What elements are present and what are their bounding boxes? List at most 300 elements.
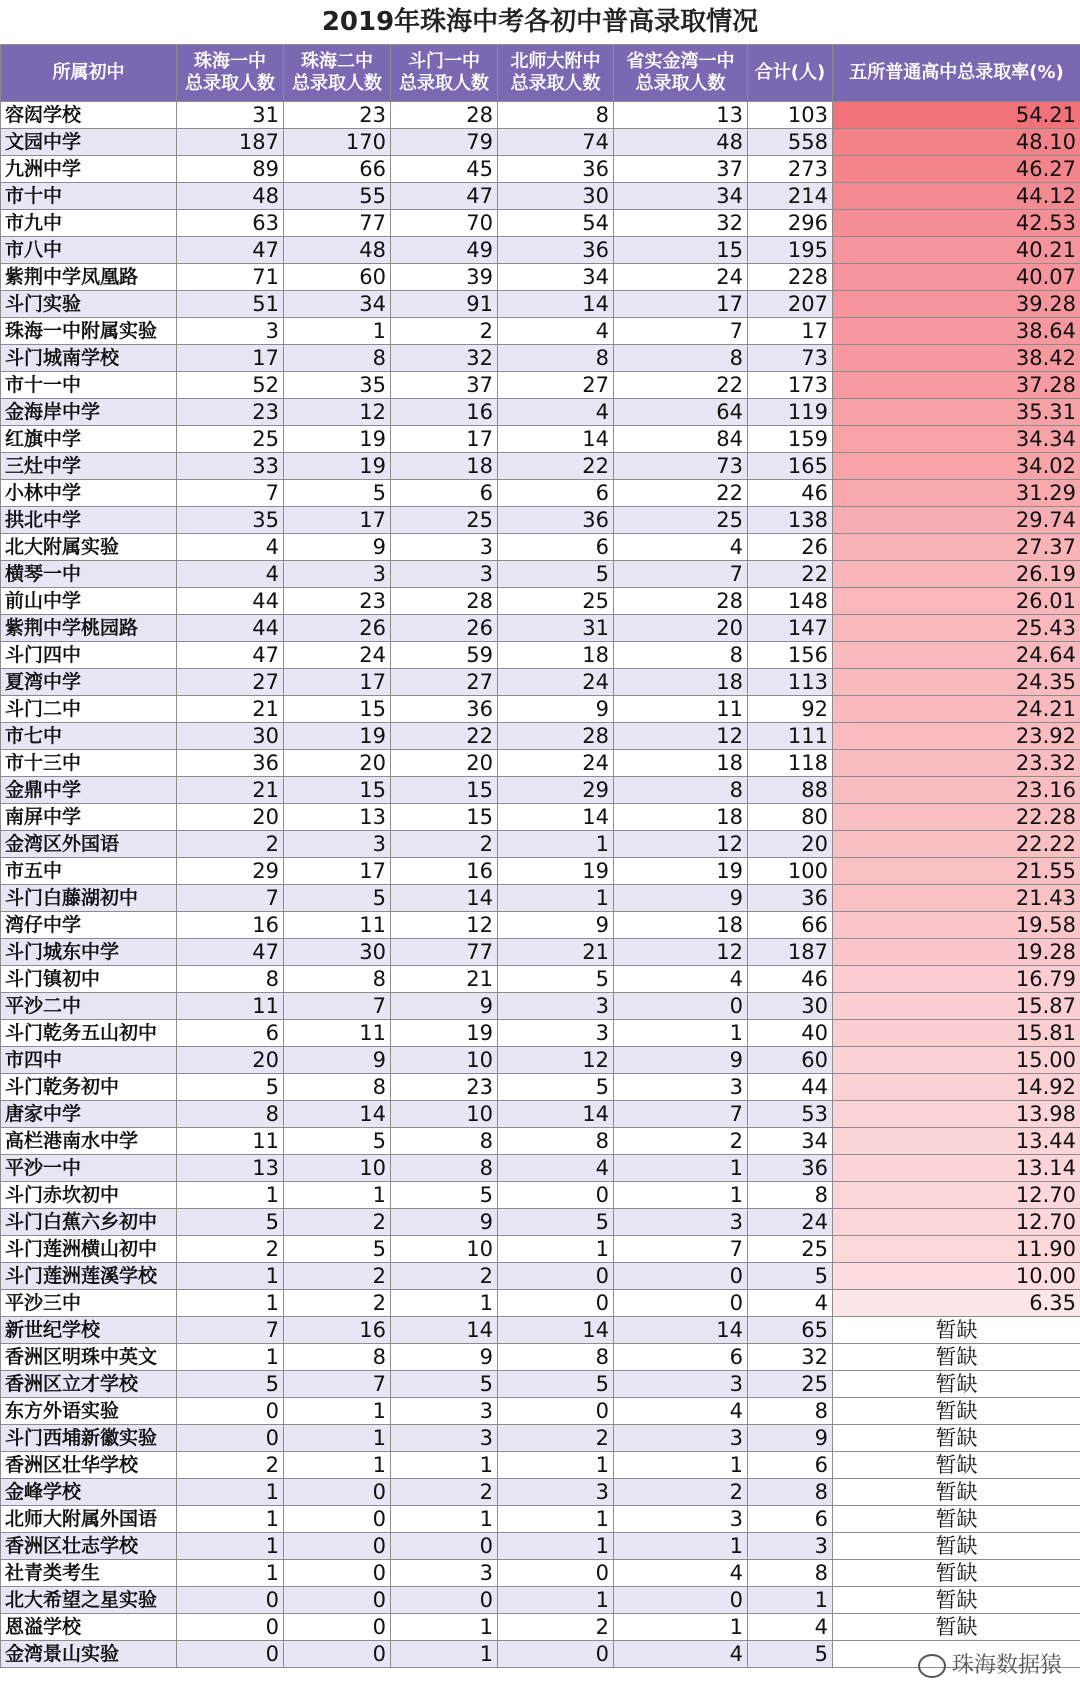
table-row xyxy=(1,1290,1080,1317)
cell-rate: 24.64 xyxy=(833,642,1080,669)
cell-zhuhai-no1: 23 xyxy=(177,399,284,426)
cell-zhuhai-no2: 11 xyxy=(284,912,391,939)
cell-bnu-affiliated: 1 xyxy=(498,1452,614,1479)
cell-rate: 46.27 xyxy=(833,156,1080,183)
cell-bnu-affiliated: 3 xyxy=(498,1479,614,1506)
cell-zhuhai-no1: 4 xyxy=(177,561,284,588)
cell-rate: 10.00 xyxy=(833,1263,1080,1290)
cell-zhuhai-no1: 4 xyxy=(177,534,284,561)
cell-school-name: 金湾区外国语 xyxy=(1,831,177,858)
cell-total: 148 xyxy=(748,588,833,615)
table-row xyxy=(1,966,1080,993)
cell-jinwan-no1: 2 xyxy=(614,1128,748,1155)
cell-school-name: 夏湾中学 xyxy=(1,669,177,696)
cell-jinwan-no1: 1 xyxy=(614,1155,748,1182)
cell-bnu-affiliated: 24 xyxy=(498,669,614,696)
cell-school-name: 东方外语实验 xyxy=(1,1398,177,1425)
cell-zhuhai-no1: 0 xyxy=(177,1641,284,1668)
cell-doumen-no1: 3 xyxy=(391,1425,498,1452)
table-row xyxy=(1,1263,1080,1290)
cell-school-name: 横琴一中 xyxy=(1,561,177,588)
cell-zhuhai-no1: 2 xyxy=(177,1452,284,1479)
cell-doumen-no1: 5 xyxy=(391,1182,498,1209)
table-row xyxy=(1,453,1080,480)
cell-jinwan-no1: 7 xyxy=(614,1101,748,1128)
cell-bnu-affiliated: 14 xyxy=(498,291,614,318)
cell-zhuhai-no1: 17 xyxy=(177,345,284,372)
cell-zhuhai-no1: 25 xyxy=(177,426,284,453)
watermark: 珠海数据猿 xyxy=(918,1648,1062,1679)
cell-bnu-affiliated: 54 xyxy=(498,210,614,237)
cell-school-name: 斗门城东中学 xyxy=(1,939,177,966)
cell-rate: 40.07 xyxy=(833,264,1080,291)
cell-rate: 暂缺 xyxy=(833,1587,1080,1614)
cell-jinwan-no1: 48 xyxy=(614,129,748,156)
cell-jinwan-no1: 8 xyxy=(614,777,748,804)
cell-total: 34 xyxy=(748,1128,833,1155)
cell-school-name: 市八中 xyxy=(1,237,177,264)
cell-school-name: 前山中学 xyxy=(1,588,177,615)
table-row xyxy=(1,1398,1080,1425)
cell-zhuhai-no1: 51 xyxy=(177,291,284,318)
table-row xyxy=(1,831,1080,858)
cell-rate: 48.10 xyxy=(833,129,1080,156)
cell-total: 60 xyxy=(748,1047,833,1074)
cell-jinwan-no1: 12 xyxy=(614,831,748,858)
cell-total: 111 xyxy=(748,723,833,750)
cell-rate: 34.34 xyxy=(833,426,1080,453)
cell-school-name: 金湾景山实验 xyxy=(1,1641,177,1668)
cell-rate: 11.90 xyxy=(833,1236,1080,1263)
cell-zhuhai-no2: 34 xyxy=(284,291,391,318)
cell-school-name: 斗门四中 xyxy=(1,642,177,669)
cell-school-name: 市十一中 xyxy=(1,372,177,399)
cell-doumen-no1: 18 xyxy=(391,453,498,480)
cell-doumen-no1: 19 xyxy=(391,1020,498,1047)
table-row xyxy=(1,1020,1080,1047)
cell-rate: 暂缺 xyxy=(833,1317,1080,1344)
cell-total: 25 xyxy=(748,1236,833,1263)
cell-jinwan-no1: 20 xyxy=(614,615,748,642)
table-row xyxy=(1,507,1080,534)
cell-doumen-no1: 36 xyxy=(391,696,498,723)
cell-total: 100 xyxy=(748,858,833,885)
cell-zhuhai-no1: 1 xyxy=(177,1506,284,1533)
cell-rate: 23.92 xyxy=(833,723,1080,750)
table-row xyxy=(1,1452,1080,1479)
cell-total: 20 xyxy=(748,831,833,858)
cell-bnu-affiliated: 1 xyxy=(498,831,614,858)
cell-jinwan-no1: 15 xyxy=(614,237,748,264)
cell-zhuhai-no2: 14 xyxy=(284,1101,391,1128)
cell-zhuhai-no1: 7 xyxy=(177,885,284,912)
cell-rate: 24.35 xyxy=(833,669,1080,696)
cell-rate: 暂缺 xyxy=(833,1506,1080,1533)
cell-total: 44 xyxy=(748,1074,833,1101)
cell-zhuhai-no1: 11 xyxy=(177,993,284,1020)
cell-total: 26 xyxy=(748,534,833,561)
cell-zhuhai-no1: 0 xyxy=(177,1614,284,1641)
cell-bnu-affiliated: 1 xyxy=(498,1533,614,1560)
cell-zhuhai-no1: 47 xyxy=(177,642,284,669)
cell-school-name: 斗门二中 xyxy=(1,696,177,723)
cell-bnu-affiliated: 30 xyxy=(498,183,614,210)
cell-total: 187 xyxy=(748,939,833,966)
table-row xyxy=(1,399,1080,426)
cell-bnu-affiliated: 28 xyxy=(498,723,614,750)
cell-jinwan-no1: 34 xyxy=(614,183,748,210)
cell-zhuhai-no1: 1 xyxy=(177,1182,284,1209)
cell-jinwan-no1: 12 xyxy=(614,939,748,966)
cell-doumen-no1: 10 xyxy=(391,1236,498,1263)
cell-school-name: 唐家中学 xyxy=(1,1101,177,1128)
cell-bnu-affiliated: 8 xyxy=(498,102,614,129)
cell-doumen-no1: 3 xyxy=(391,534,498,561)
cell-bnu-affiliated: 14 xyxy=(498,1101,614,1128)
cell-total: 207 xyxy=(748,291,833,318)
cell-rate: 暂缺 xyxy=(833,1452,1080,1479)
cell-jinwan-no1: 84 xyxy=(614,426,748,453)
cell-school-name: 紫荆中学桃园路 xyxy=(1,615,177,642)
cell-zhuhai-no2: 0 xyxy=(284,1641,391,1668)
cell-rate: 12.70 xyxy=(833,1209,1080,1236)
cell-zhuhai-no1: 5 xyxy=(177,1209,284,1236)
cell-school-name: 九洲中学 xyxy=(1,156,177,183)
cell-jinwan-no1: 32 xyxy=(614,210,748,237)
cell-zhuhai-no2: 5 xyxy=(284,1236,391,1263)
cell-bnu-affiliated: 3 xyxy=(498,1020,614,1047)
cell-bnu-affiliated: 22 xyxy=(498,453,614,480)
cell-zhuhai-no2: 35 xyxy=(284,372,391,399)
cell-total: 228 xyxy=(748,264,833,291)
cell-jinwan-no1: 64 xyxy=(614,399,748,426)
cell-jinwan-no1: 3 xyxy=(614,1074,748,1101)
table-row xyxy=(1,669,1080,696)
cell-doumen-no1: 1 xyxy=(391,1614,498,1641)
cell-total: 5 xyxy=(748,1263,833,1290)
table-row xyxy=(1,1587,1080,1614)
table-row xyxy=(1,804,1080,831)
cell-jinwan-no1: 18 xyxy=(614,804,748,831)
table-row xyxy=(1,993,1080,1020)
cell-doumen-no1: 27 xyxy=(391,669,498,696)
cell-zhuhai-no1: 47 xyxy=(177,939,284,966)
cell-zhuhai-no2: 0 xyxy=(284,1560,391,1587)
table-row xyxy=(1,1317,1080,1344)
cell-total: 4 xyxy=(748,1614,833,1641)
table-row xyxy=(1,1425,1080,1452)
table-row xyxy=(1,291,1080,318)
cell-zhuhai-no2: 60 xyxy=(284,264,391,291)
cell-zhuhai-no1: 47 xyxy=(177,237,284,264)
cell-rate: 13.98 xyxy=(833,1101,1080,1128)
cell-zhuhai-no1: 6 xyxy=(177,1020,284,1047)
cell-total: 92 xyxy=(748,696,833,723)
cell-zhuhai-no2: 66 xyxy=(284,156,391,183)
cell-zhuhai-no2: 3 xyxy=(284,561,391,588)
cell-jinwan-no1: 25 xyxy=(614,507,748,534)
cell-doumen-no1: 16 xyxy=(391,399,498,426)
cell-zhuhai-no1: 21 xyxy=(177,696,284,723)
table-row xyxy=(1,561,1080,588)
cell-bnu-affiliated: 4 xyxy=(498,399,614,426)
cell-total: 5 xyxy=(748,1641,833,1668)
cell-bnu-affiliated: 14 xyxy=(498,426,614,453)
table-row xyxy=(1,426,1080,453)
cell-school-name: 斗门实验 xyxy=(1,291,177,318)
table-row xyxy=(1,156,1080,183)
cell-rate: 暂缺 xyxy=(833,1533,1080,1560)
cell-school-name: 文园中学 xyxy=(1,129,177,156)
cell-zhuhai-no2: 15 xyxy=(284,777,391,804)
cell-total: 17 xyxy=(748,318,833,345)
cell-school-name: 斗门莲洲莲溪学校 xyxy=(1,1263,177,1290)
cell-school-name: 南屏中学 xyxy=(1,804,177,831)
table-row xyxy=(1,345,1080,372)
cell-zhuhai-no2: 16 xyxy=(284,1317,391,1344)
cell-rate: 暂缺 xyxy=(833,1371,1080,1398)
cell-zhuhai-no1: 29 xyxy=(177,858,284,885)
cell-doumen-no1: 15 xyxy=(391,777,498,804)
cell-total: 9 xyxy=(748,1425,833,1452)
cell-school-name: 香洲区壮华学校 xyxy=(1,1452,177,1479)
cell-rate: 23.32 xyxy=(833,750,1080,777)
page-title: 2019年珠海中考各初中普高录取情况 xyxy=(321,7,759,37)
cell-total: 4 xyxy=(748,1290,833,1317)
cell-rate: 39.28 xyxy=(833,291,1080,318)
cell-total: 138 xyxy=(748,507,833,534)
cell-doumen-no1: 17 xyxy=(391,426,498,453)
cell-total: 88 xyxy=(748,777,833,804)
cell-zhuhai-no1: 44 xyxy=(177,615,284,642)
cell-doumen-no1: 20 xyxy=(391,750,498,777)
cell-zhuhai-no1: 63 xyxy=(177,210,284,237)
cell-zhuhai-no1: 1 xyxy=(177,1290,284,1317)
cell-doumen-no1: 1 xyxy=(391,1452,498,1479)
cell-zhuhai-no2: 3 xyxy=(284,831,391,858)
table-row xyxy=(1,858,1080,885)
cell-school-name: 平沙一中 xyxy=(1,1155,177,1182)
cell-jinwan-no1: 1 xyxy=(614,1452,748,1479)
table-row xyxy=(1,318,1080,345)
cell-jinwan-no1: 1 xyxy=(614,1533,748,1560)
cell-jinwan-no1: 37 xyxy=(614,156,748,183)
table-row xyxy=(1,1236,1080,1263)
cell-doumen-no1: 25 xyxy=(391,507,498,534)
cell-doumen-no1: 8 xyxy=(391,1155,498,1182)
table-row xyxy=(1,183,1080,210)
cell-total: 119 xyxy=(748,399,833,426)
cell-zhuhai-no2: 5 xyxy=(284,480,391,507)
cell-jinwan-no1: 8 xyxy=(614,642,748,669)
table-row xyxy=(1,1560,1080,1587)
cell-zhuhai-no1: 7 xyxy=(177,480,284,507)
cell-school-name: 斗门赤坎初中 xyxy=(1,1182,177,1209)
cell-rate: 25.43 xyxy=(833,615,1080,642)
cell-doumen-no1: 14 xyxy=(391,1317,498,1344)
table-row xyxy=(1,1344,1080,1371)
cell-zhuhai-no2: 2 xyxy=(284,1209,391,1236)
cell-zhuhai-no1: 35 xyxy=(177,507,284,534)
cell-zhuhai-no2: 7 xyxy=(284,1371,391,1398)
cell-zhuhai-no2: 17 xyxy=(284,858,391,885)
cell-doumen-no1: 2 xyxy=(391,831,498,858)
cell-zhuhai-no2: 23 xyxy=(284,102,391,129)
cell-total: 24 xyxy=(748,1209,833,1236)
cell-total: 36 xyxy=(748,1155,833,1182)
cell-zhuhai-no2: 10 xyxy=(284,1155,391,1182)
cell-school-name: 金鼎中学 xyxy=(1,777,177,804)
cell-zhuhai-no1: 1 xyxy=(177,1263,284,1290)
cell-school-name: 斗门城南学校 xyxy=(1,345,177,372)
cell-zhuhai-no1: 16 xyxy=(177,912,284,939)
cell-doumen-no1: 6 xyxy=(391,480,498,507)
cell-doumen-no1: 37 xyxy=(391,372,498,399)
cell-doumen-no1: 5 xyxy=(391,1371,498,1398)
cell-school-name: 新世纪学校 xyxy=(1,1317,177,1344)
table-row xyxy=(1,1209,1080,1236)
cell-doumen-no1: 21 xyxy=(391,966,498,993)
cell-zhuhai-no2: 0 xyxy=(284,1587,391,1614)
cell-zhuhai-no2: 1 xyxy=(284,1452,391,1479)
cell-zhuhai-no2: 7 xyxy=(284,993,391,1020)
cell-zhuhai-no2: 2 xyxy=(284,1263,391,1290)
header-total: 合计(人) xyxy=(748,45,833,102)
cell-total: 6 xyxy=(748,1452,833,1479)
cell-doumen-no1: 12 xyxy=(391,912,498,939)
cell-bnu-affiliated: 2 xyxy=(498,1614,614,1641)
cell-total: 25 xyxy=(748,1371,833,1398)
table-body xyxy=(1,102,1080,1668)
cell-doumen-no1: 9 xyxy=(391,993,498,1020)
cell-zhuhai-no2: 9 xyxy=(284,534,391,561)
cell-doumen-no1: 49 xyxy=(391,237,498,264)
cell-doumen-no1: 77 xyxy=(391,939,498,966)
cell-jinwan-no1: 14 xyxy=(614,1317,748,1344)
cell-doumen-no1: 39 xyxy=(391,264,498,291)
cell-school-name: 斗门乾务初中 xyxy=(1,1074,177,1101)
cell-school-name: 金海岸中学 xyxy=(1,399,177,426)
cell-jinwan-no1: 4 xyxy=(614,1398,748,1425)
cell-bnu-affiliated: 6 xyxy=(498,480,614,507)
cell-total: 65 xyxy=(748,1317,833,1344)
cell-zhuhai-no1: 48 xyxy=(177,183,284,210)
cell-total: 195 xyxy=(748,237,833,264)
cell-jinwan-no1: 11 xyxy=(614,696,748,723)
cell-zhuhai-no1: 71 xyxy=(177,264,284,291)
cell-rate: 暂缺 xyxy=(833,1479,1080,1506)
cell-rate: 26.19 xyxy=(833,561,1080,588)
cell-jinwan-no1: 7 xyxy=(614,561,748,588)
cell-zhuhai-no2: 170 xyxy=(284,129,391,156)
cell-doumen-no1: 9 xyxy=(391,1344,498,1371)
cell-zhuhai-no1: 44 xyxy=(177,588,284,615)
cell-zhuhai-no1: 27 xyxy=(177,669,284,696)
cell-zhuhai-no2: 1 xyxy=(284,1398,391,1425)
cell-zhuhai-no1: 52 xyxy=(177,372,284,399)
cell-bnu-affiliated: 0 xyxy=(498,1398,614,1425)
cell-bnu-affiliated: 27 xyxy=(498,372,614,399)
cell-rate: 23.16 xyxy=(833,777,1080,804)
cell-jinwan-no1: 8 xyxy=(614,345,748,372)
cell-doumen-no1: 15 xyxy=(391,804,498,831)
cell-rate: 38.64 xyxy=(833,318,1080,345)
cell-school-name: 北师大附属外国语 xyxy=(1,1506,177,1533)
cell-zhuhai-no1: 8 xyxy=(177,1101,284,1128)
cell-jinwan-no1: 2 xyxy=(614,1479,748,1506)
cell-zhuhai-no1: 36 xyxy=(177,750,284,777)
cell-bnu-affiliated: 2 xyxy=(498,1425,614,1452)
cell-doumen-no1: 3 xyxy=(391,1398,498,1425)
cell-doumen-no1: 70 xyxy=(391,210,498,237)
header-bnu-affiliated: 北师大附中 总录取人数 xyxy=(498,45,614,102)
table-row xyxy=(1,480,1080,507)
cell-doumen-no1: 10 xyxy=(391,1047,498,1074)
cell-jinwan-no1: 19 xyxy=(614,858,748,885)
cell-zhuhai-no2: 17 xyxy=(284,507,391,534)
cell-rate: 24.21 xyxy=(833,696,1080,723)
table-row xyxy=(1,777,1080,804)
header-doumen-no1: 斗门一中 总录取人数 xyxy=(391,45,498,102)
cell-school-name: 三灶中学 xyxy=(1,453,177,480)
cell-total: 113 xyxy=(748,669,833,696)
cell-bnu-affiliated: 5 xyxy=(498,1074,614,1101)
cell-zhuhai-no1: 1 xyxy=(177,1479,284,1506)
cell-jinwan-no1: 6 xyxy=(614,1344,748,1371)
cell-total: 8 xyxy=(748,1182,833,1209)
cell-bnu-affiliated: 1 xyxy=(498,1236,614,1263)
cell-jinwan-no1: 18 xyxy=(614,750,748,777)
cell-bnu-affiliated: 34 xyxy=(498,264,614,291)
cell-doumen-no1: 26 xyxy=(391,615,498,642)
cell-zhuhai-no1: 1 xyxy=(177,1344,284,1371)
table-row xyxy=(1,912,1080,939)
cell-bnu-affiliated: 36 xyxy=(498,237,614,264)
cell-rate: 15.87 xyxy=(833,993,1080,1020)
cell-school-name: 小林中学 xyxy=(1,480,177,507)
cell-school-name: 金峰学校 xyxy=(1,1479,177,1506)
cell-total: 296 xyxy=(748,210,833,237)
cell-bnu-affiliated: 5 xyxy=(498,966,614,993)
cell-zhuhai-no2: 77 xyxy=(284,210,391,237)
cell-zhuhai-no1: 3 xyxy=(177,318,284,345)
cell-bnu-affiliated: 18 xyxy=(498,642,614,669)
cell-rate: 22.28 xyxy=(833,804,1080,831)
cell-jinwan-no1: 4 xyxy=(614,534,748,561)
cell-zhuhai-no2: 8 xyxy=(284,966,391,993)
cell-zhuhai-no2: 12 xyxy=(284,399,391,426)
cell-rate: 37.28 xyxy=(833,372,1080,399)
table-row xyxy=(1,210,1080,237)
cell-rate: 暂缺 xyxy=(833,1614,1080,1641)
cell-zhuhai-no1: 1 xyxy=(177,1533,284,1560)
wechat-icon xyxy=(918,1654,946,1678)
cell-doumen-no1: 59 xyxy=(391,642,498,669)
cell-school-name: 斗门莲洲横山初中 xyxy=(1,1236,177,1263)
cell-total: 147 xyxy=(748,615,833,642)
cell-bnu-affiliated: 1 xyxy=(498,1506,614,1533)
cell-jinwan-no1: 3 xyxy=(614,1506,748,1533)
cell-school-name: 平沙二中 xyxy=(1,993,177,1020)
cell-rate: 6.35 xyxy=(833,1290,1080,1317)
cell-school-name: 市九中 xyxy=(1,210,177,237)
cell-zhuhai-no2: 1 xyxy=(284,318,391,345)
table-row xyxy=(1,1128,1080,1155)
cell-jinwan-no1: 1 xyxy=(614,1020,748,1047)
cell-doumen-no1: 47 xyxy=(391,183,498,210)
cell-school-name: 珠海一中附属实验 xyxy=(1,318,177,345)
cell-zhuhai-no1: 11 xyxy=(177,1128,284,1155)
